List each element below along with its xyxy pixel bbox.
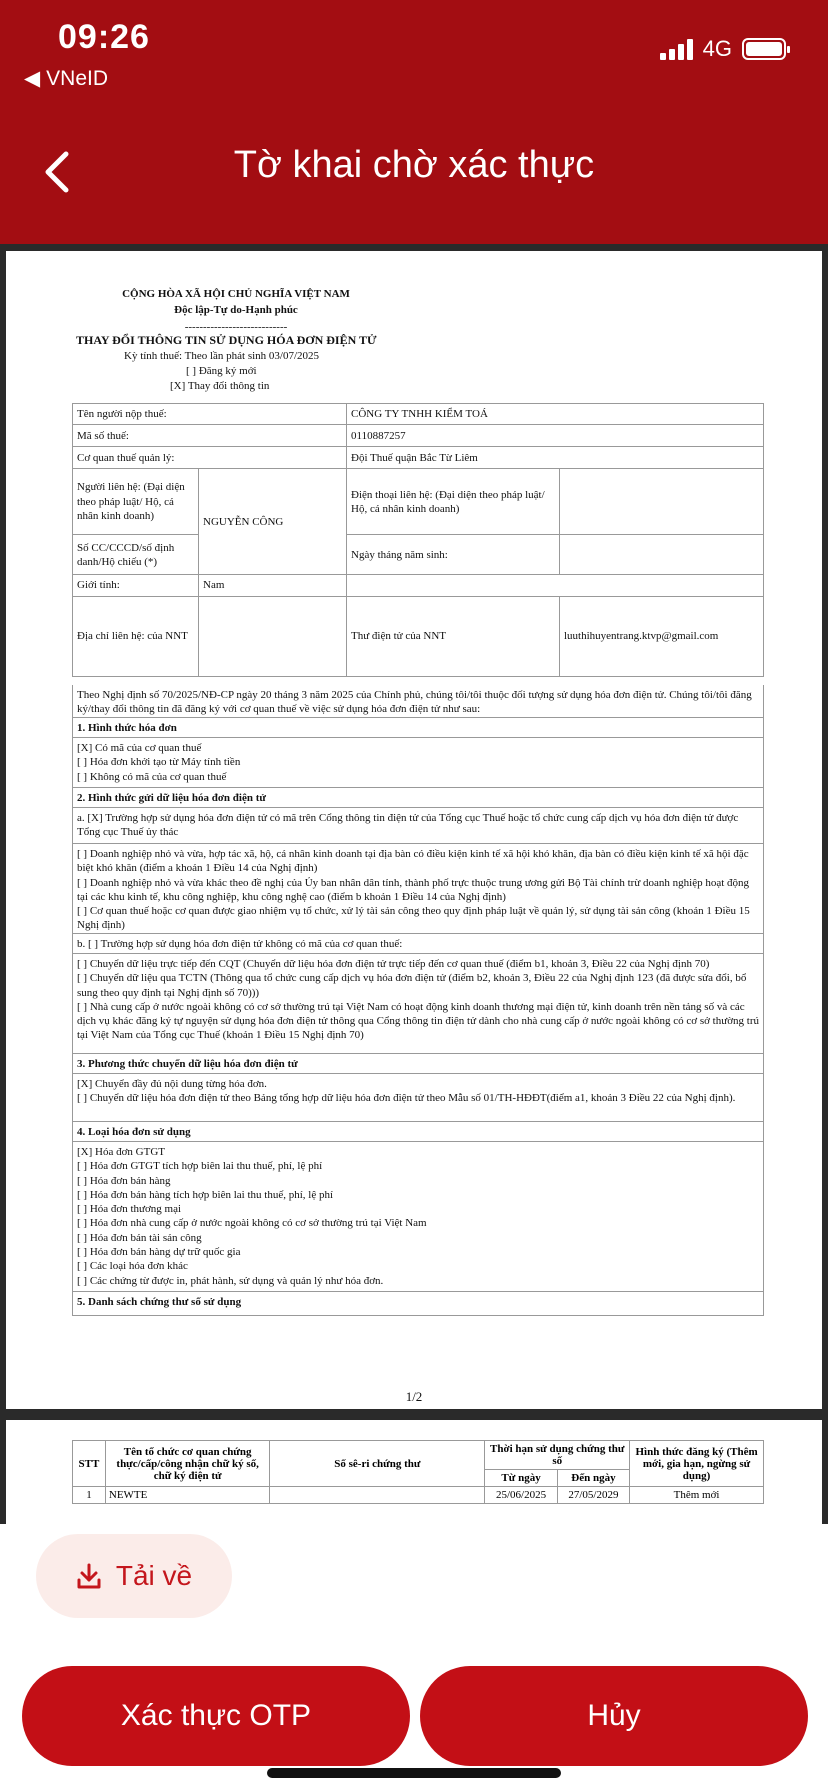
cell-value: 0110887257 (347, 425, 764, 447)
col-header: Tên tổ chức cơ quan chứng thực/cấp/công nhận chữ ký số, chữ ký điện tử (105, 1441, 270, 1487)
document-page-1 (6, 251, 822, 1409)
page-title: Tờ khai chờ xác thực (233, 144, 595, 186)
section-4-title (72, 1122, 764, 1142)
signal-icon (660, 38, 693, 60)
cancel-label: Hủy (587, 1699, 641, 1732)
list-item: [X] Có mã của cơ quan thuế (77, 742, 202, 754)
table-cell: 27/05/2029 (557, 1487, 629, 1504)
doc-nation: CỘNG HÒA XÃ HỘI CHỦ NGHĨA VIỆT NAM (122, 288, 350, 300)
download-label: Tải về (115, 1560, 193, 1591)
status-indicators (660, 36, 786, 62)
section-3-title (72, 1054, 764, 1074)
cell-value (560, 535, 764, 575)
list-item: [ ] Doanh nghiệp nhỏ và vừa, hợp tác xã, hộ, cá nhân kinh doanh tại địa bàn có điều kiện kinh tế xã hội khó khăn, địa bàn có điều kiện kinh tế xã hội đặc biệt khó khăn (điểm a khoản 1 Điều 14 của Nghị định) (77, 848, 749, 875)
status-time: 09:26 (58, 18, 150, 56)
back-triangle-icon: ◀ (24, 67, 41, 90)
list-item: [ ] Hóa đơn bán hàng (77, 1174, 171, 1187)
cell-label: Thư điện tử của NNT (347, 596, 560, 676)
cell-label: Điện thoại liên hệ: (Đại diện theo pháp luật/ Hộ, cá nhân kinh doanh) (347, 469, 560, 535)
download-icon (76, 1562, 102, 1590)
cell-value (347, 575, 764, 596)
network-label: 4G (702, 36, 732, 61)
section-heading: 4. Loại hóa đơn sử dụng (77, 1126, 191, 1138)
cell-label: Tên người nộp thuế: (73, 404, 347, 425)
table-cell: NEWTE (105, 1487, 270, 1504)
col-header: Từ ngày (485, 1470, 557, 1487)
doc-dash: ---------------------------- (184, 320, 288, 333)
doc-title: THAY ĐỔI THÔNG TIN SỬ DỤNG HÓA ĐƠN ĐIỆN TỬ (76, 333, 377, 347)
col-header: Hình thức đăng ký (Thêm mới, gia hạn, ngừng sử dụng) (630, 1441, 764, 1487)
document-viewer[interactable] (0, 244, 828, 1524)
section-5-title (72, 1292, 764, 1316)
doc-opt-new: [ ] Đăng ký mới (186, 364, 257, 377)
app-header (0, 0, 828, 244)
col-header: STT (73, 1441, 106, 1487)
cell-value: NGUYỄN CÔNG (199, 469, 347, 575)
home-indicator[interactable] (267, 1768, 561, 1778)
section-1-items (72, 738, 764, 788)
section-2b-items (72, 954, 764, 1054)
cell-label: Cơ quan thuế quản lý: (73, 447, 347, 469)
cell-label: Người liên hệ: (Đại diện theo pháp luật/ Hộ, cá nhân kinh doanh) (73, 469, 199, 535)
list-item: [ ] Chuyển dữ liệu hóa đơn điện tử theo Bảng tổng hợp dữ liệu hóa đơn điện tử theo Mẫu số 01/TH-HĐĐT(điểm a1, khoản 3 Điều 22 của Nghị định). (77, 1092, 736, 1105)
section-2a: a. [X] Trường hợp sử dụng hóa đơn điện tử có mã trên Cổng thông tin điện tử của Tổng cục Thuế hoặc tổ chức cung cấp dịch vụ hóa đơn điện tử được Tổng cục Thuế ủy thác (72, 808, 764, 844)
cell-label: Giới tính: (73, 575, 199, 596)
list-item: [ ] Hóa đơn bán hàng dự trữ quốc gia (77, 1246, 241, 1259)
table-cell: Thêm mới (630, 1487, 764, 1504)
col-header: Thời hạn sử dụng chứng thư số (485, 1441, 630, 1470)
taxpayer-info-table (72, 403, 764, 677)
section-3-items (72, 1074, 764, 1122)
section-4-items (72, 1142, 764, 1292)
section-1-title (72, 718, 764, 738)
cell-value: luuthihuyentrang.ktvp@gmail.com (560, 596, 764, 676)
list-item: [ ] Hóa đơn GTGT tích hợp biên lai thu thuế, phí, lệ phí (77, 1160, 323, 1173)
section-heading: 5. Danh sách chứng thư số sử dụng (77, 1296, 242, 1308)
list-item: [ ] Các chứng từ được in, phát hành, sử dụng và quản lý như hóa đơn. (77, 1274, 384, 1287)
list-item: [ ] Chuyển dữ liệu trực tiếp đến CQT (Chuyển dữ liệu hóa đơn điện tử trực tiếp đến cơ quan thuế (điểm b1, khoản 3, Điều 22 của Nghị định 70) (77, 958, 710, 970)
cell-label: Mã số thuế: (73, 425, 347, 447)
intro-text: Theo Nghị định số 70/2025/NĐ-CP ngày 20 tháng 3 năm 2025 của Chính phủ, chúng tôi/tôi thuộc đối tượng sử dụng hóa đơn điện tử. Chúng tôi/tôi đăng ký/thay đổi thông tin đã đăng ký với cơ quan thuế về việc sử dụng hóa đơn điện tử như sau: (72, 685, 764, 718)
list-item: [ ] Nhà cung cấp ở nước ngoài không có cơ sở thường trú tại Việt Nam có hoạt động kinh doanh thương mại điện tử, kinh doanh trên nền tảng số và các dịch vụ khác đăng ký tự nguyện sử dụng hóa đơn điện tử thông qua Cổng thông tin điện tử dành cho nhà cung cấp ở nước ngoài không có cơ sở thường trú tại Việt Nam của Tổng cục Thuế (khoản 1 Điều 15 Nghị định 70) (77, 1000, 759, 1042)
cell-value (199, 596, 347, 676)
table-row (73, 1487, 764, 1504)
cell-label: Số CC/CCCD/số định danh/Hộ chiếu (*) (73, 535, 199, 575)
otp-verify-label: Xác thực OTP (120, 1699, 312, 1732)
section-heading: 2. Hình thức gửi dữ liệu hóa đơn điện tử (77, 792, 266, 804)
list-item: [ ] Các loại hóa đơn khác (77, 1260, 188, 1273)
list-item: [X] Chuyển đầy đủ nội dung từng hóa đơn. (77, 1078, 267, 1090)
list-item: [ ] Cơ quan thuế hoặc cơ quan được giao nhiệm vụ tổ chức, xử lý tài sản công theo quy định pháp luật về quản lý, sử dụng tài sản công (khoản 1 Điều 15 Nghị định) (77, 905, 750, 932)
table-cell: 1 (73, 1487, 106, 1504)
list-item: [X] Hóa đơn GTGT (77, 1146, 165, 1158)
doc-period: Kỳ tính thuế: Theo lần phát sinh 03/07/2025 (124, 350, 320, 362)
section-2a-items (72, 844, 764, 934)
document-page-2 (6, 1420, 822, 1524)
section-heading: 1. Hình thức hóa đơn (77, 722, 177, 734)
download-button[interactable] (36, 1534, 232, 1618)
cell-value (560, 469, 764, 535)
list-item: [ ] Chuyển dữ liệu qua TCTN (Thông qua tổ chức cung cấp dịch vụ hóa đơn điện tử (điểm b2, khoản 3, Điều 22 của Nghị định 123 (đã được sửa đổi, bổ sung theo quy định tại Nghị định số 70))) (77, 972, 747, 999)
certificate-table (72, 1440, 764, 1504)
list-item: [ ] Không có mã của cơ quan thuế (77, 770, 227, 783)
col-header: Đến ngày (557, 1470, 629, 1487)
list-item: [ ] Hóa đơn bán hàng tích hợp biên lai thu thuế, phí, lệ phí (77, 1188, 334, 1201)
section-2-title (72, 788, 764, 808)
otp-verify-button[interactable] (22, 1666, 410, 1766)
table-cell (270, 1487, 485, 1504)
status-back-app-label: VNeID (46, 66, 109, 90)
cell-label: Ngày tháng năm sinh: (347, 535, 560, 575)
list-item: [ ] Doanh nghiệp nhỏ và vừa khác theo đề nghị của Ủy ban nhân dân tỉnh, thành phố trực thuộc trung ương gửi Bộ Tài chính trừ doanh nghiệp hoạt động tại các khu kinh tế, khu công nghiệp, khu công nghệ cao (điểm b khoản 1 Điều 14 của Nghị định) (77, 876, 750, 903)
section-heading: 3. Phương thức chuyển dữ liệu hóa đơn điện tử (77, 1058, 298, 1070)
cell-value: Nam (199, 575, 347, 596)
cell-value: CÔNG TY TNHH KIỂM TOÁ (347, 404, 764, 425)
doc-motto: Độc lập-Tự do-Hạnh phúc (174, 304, 298, 317)
list-item: [ ] Hóa đơn nhà cung cấp ở nước ngoài không có cơ sở thường trú tại Việt Nam (77, 1217, 427, 1230)
list-item: [ ] Hóa đơn bán tài sản công (77, 1231, 202, 1244)
battery-icon (742, 38, 786, 60)
doc-meta (124, 349, 319, 394)
page-number: 1/2 (405, 1389, 423, 1404)
section-2b: b. [ ] Trường hợp sử dụng hóa đơn điện tử không có mã của cơ quan thuế: (72, 934, 764, 954)
col-header: Số sê-ri chứng thư (270, 1441, 485, 1487)
table-cell: 25/06/2025 (485, 1487, 557, 1504)
cell-label: Địa chỉ liên hệ: của NNT (73, 596, 199, 676)
cancel-button[interactable] (420, 1666, 808, 1766)
list-item: [ ] Hóa đơn khởi tạo từ Máy tính tiền (77, 756, 241, 769)
list-item: [ ] Hóa đơn thương mại (77, 1203, 182, 1216)
doc-opt-change: [X] Thay đổi thông tin (170, 379, 270, 392)
status-back-to-app[interactable] (24, 66, 108, 91)
document-heading (66, 287, 406, 336)
cell-value: Đội Thuế quận Bắc Từ Liêm (347, 447, 764, 469)
